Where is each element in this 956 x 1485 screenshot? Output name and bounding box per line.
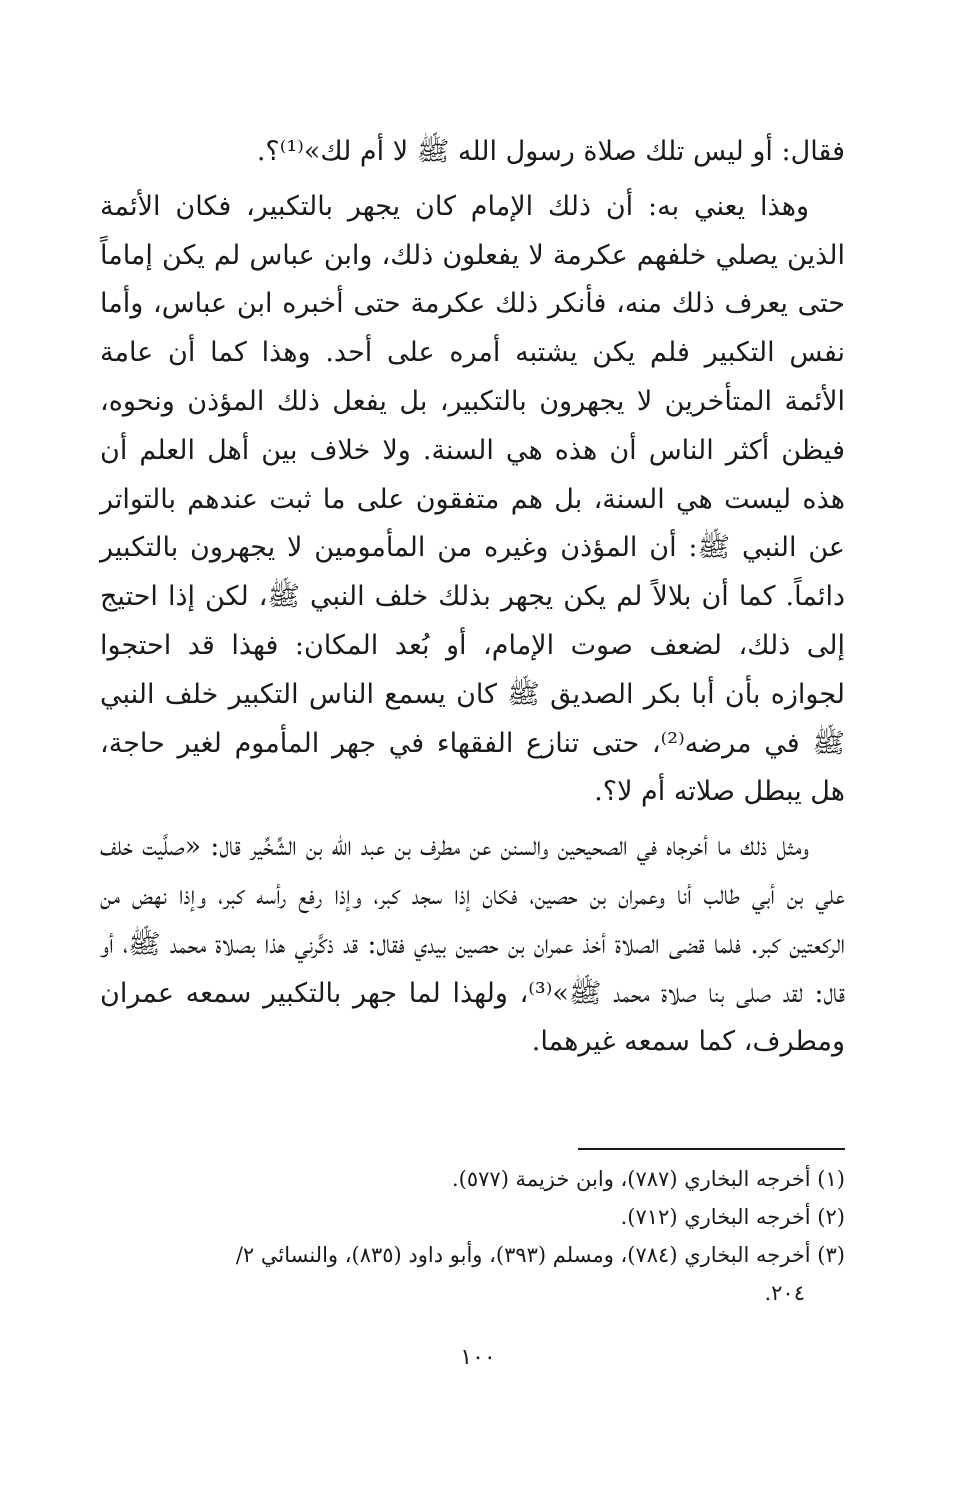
footnotes: [100, 1160, 845, 1312]
footnote: (٣) أخرجه البخاري (٧٨٤)، ومسلم (٣٩٣)، وأبو داود (٨٣٥)، والنسائي ٢/: [235, 1243, 845, 1267]
footnote-divider: [578, 1148, 845, 1150]
footnote: (١) أخرجه البخاري (٧٨٧)، وابن خزيمة (٥٧٧).: [451, 1167, 845, 1191]
page-number: ١٠٠: [460, 1345, 496, 1370]
paragraph: ومثل ذلك ما أخرجاه في الصحيحين والسنن عن مطرف بن عبد الله بن الشِّخِّير قال: «صلَّيت خلف علي بن أبي طالب أنا وعمران بن حصين، فكان إذا سجد كبر، وإذا رفع رأسه كبر، وإذا نهض من الركعتين كبر. فلما قضى الصلاة أخذ عمران بن حصين بيدي فقال: قد ذكَّرني هذا بصلاة محمد ﷺ، أو قال: لقد صلى بنا صلاة محمد ﷺ»⁽³⁾، ولهذا لما جهر بالتكبير سمعه عمران ومطرف، كما سمعه غيرهما.: [100, 831, 845, 1058]
paragraph: فقال: أو ليس تلك صلاة رسول الله ﷺ لا أم لك»⁽¹⁾؟.: [256, 136, 845, 167]
footnote-continuation: ٢٠٤.: [764, 1281, 805, 1305]
main-text: [100, 128, 845, 1067]
footnote: (٢) أخرجه البخاري (٧١٢).: [620, 1205, 845, 1229]
paragraph: وهذا يعني به: أن ذلك الإمام كان يجهر بالتكبير، فكان الأئمة الذين يصلي خلفهم عكرمة لا يفعلون ذلك، وابن عباس لم يكن إماماً حتى يعرف ذلك منه، فأنكر ذلك عكرمة حتى أخبره ابن عباس، وأما نفس التكبير فلم يكن يشتبه أمره على أحد. وهذا كما أن عامة الأئمة المتأخرين لا يجهرون بالتكبير، بل يفعل ذلك المؤذن ونحوه، فيظن أكثر الناس أن هذه هي السنة. ولا خلاف بين أهل العلم أن هذه ليست هي السنة، بل هم متفقون على ما ثبت عندهم بالتواتر عن النبي ﷺ: أن المؤذن وغيره من المأمومين لا يجهرون بالتكبير دائماً. كما أن بلالاً لم يكن يجهر بذلك خلف النبي ﷺ، لكن إذا احتيج إلى ذلك، لضعف صوت الإمام، أو بُعد المكان: فهذا قد احتجوا لجوازه بأن أبا بكر الصديق ﷺ كان يسمع الناس التكبير خلف النبي ﷺ في مرضه⁽²⁾، حتى تنازع الفقهاء في جهر المأموم لغير حاجة، هل يبطل صلاته أم لا؟.: [100, 190, 845, 808]
